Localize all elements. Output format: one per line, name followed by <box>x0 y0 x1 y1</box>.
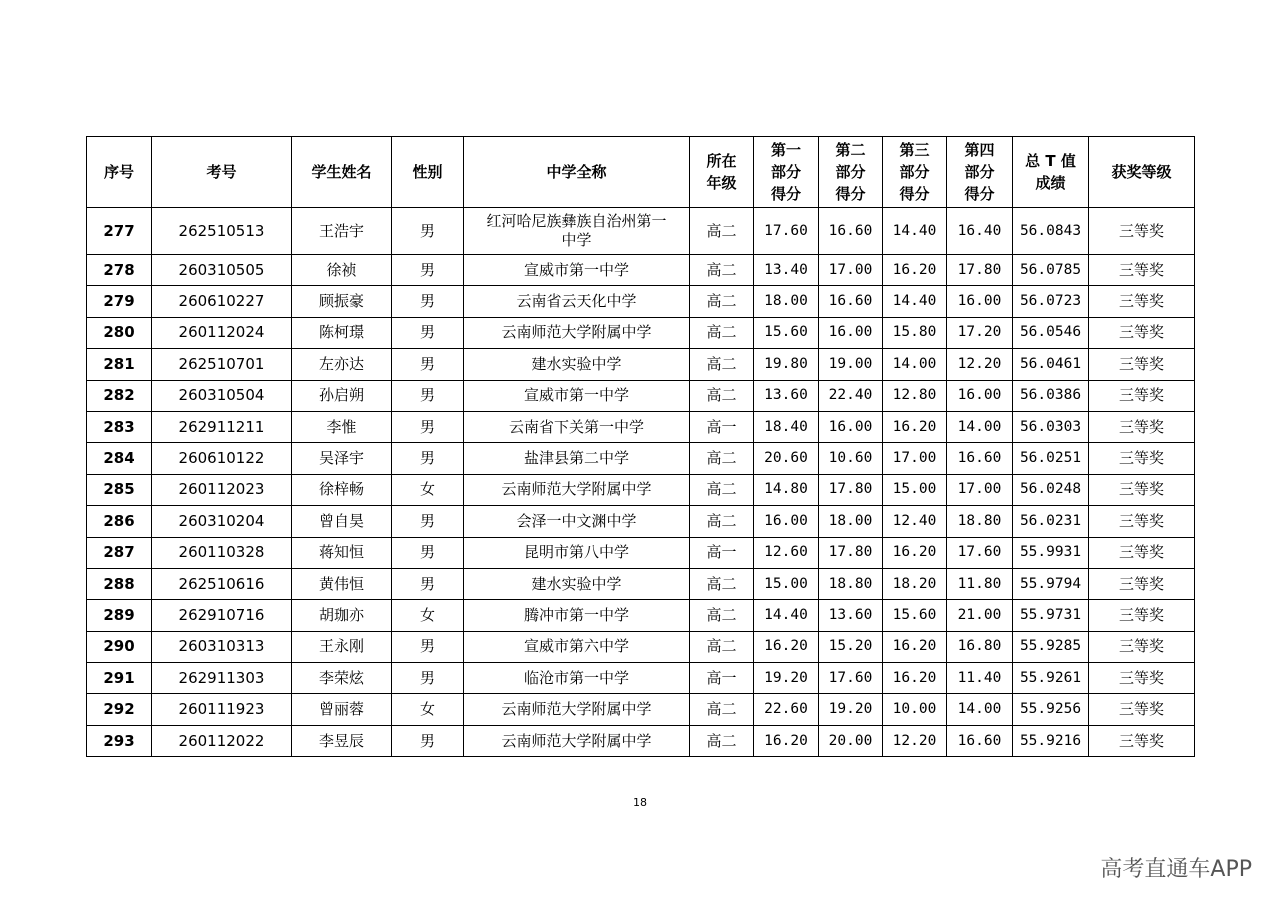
table-row <box>87 631 1195 662</box>
cell-gender: 男 <box>392 286 464 317</box>
cell-total-t: 56.0231 <box>1013 506 1089 537</box>
col-header-part2: 第二 部分 得分 <box>819 137 883 208</box>
cell-part4: 17.80 <box>947 255 1013 286</box>
cell-school: 昆明市第八中学 <box>464 537 690 568</box>
cell-award: 三等奖 <box>1089 349 1195 380</box>
cell-name: 李惟 <box>292 411 392 442</box>
cell-school: 腾冲市第一中学 <box>464 600 690 631</box>
cell-gender: 男 <box>392 349 464 380</box>
cell-name: 曾自昊 <box>292 506 392 537</box>
cell-part4: 16.60 <box>947 443 1013 474</box>
cell-award: 三等奖 <box>1089 600 1195 631</box>
cell-name: 徐梓畅 <box>292 474 392 505</box>
cell-total-t: 55.9261 <box>1013 663 1089 694</box>
table-row <box>87 663 1195 694</box>
cell-gender: 女 <box>392 474 464 505</box>
cell-part1: 12.60 <box>754 537 819 568</box>
table-row <box>87 506 1195 537</box>
col-header-part4: 第四 部分 得分 <box>947 137 1013 208</box>
cell-part2: 18.80 <box>819 568 883 599</box>
cell-grade: 高二 <box>690 694 754 725</box>
cell-part2: 17.00 <box>819 255 883 286</box>
cell-part4: 16.00 <box>947 380 1013 411</box>
col-header-school: 中学全称 <box>464 137 690 208</box>
cell-part1: 18.40 <box>754 411 819 442</box>
cell-part2: 16.60 <box>819 286 883 317</box>
cell-part1: 16.00 <box>754 506 819 537</box>
cell-grade: 高二 <box>690 506 754 537</box>
cell-exam-no: 260310204 <box>152 506 292 537</box>
cell-name: 孙启朔 <box>292 380 392 411</box>
table-row <box>87 255 1195 286</box>
cell-part1: 19.20 <box>754 663 819 694</box>
cell-seq: 285 <box>87 474 152 505</box>
cell-part4: 16.40 <box>947 208 1013 255</box>
cell-part2: 17.80 <box>819 537 883 568</box>
page-number: 18 <box>633 796 647 809</box>
cell-school: 宣威市第一中学 <box>464 255 690 286</box>
cell-part2: 16.00 <box>819 411 883 442</box>
cell-part4: 11.80 <box>947 568 1013 599</box>
table-row <box>87 380 1195 411</box>
col-header-exam-no: 考号 <box>152 137 292 208</box>
table-row <box>87 600 1195 631</box>
cell-award: 三等奖 <box>1089 286 1195 317</box>
cell-total-t: 56.0248 <box>1013 474 1089 505</box>
cell-grade: 高一 <box>690 411 754 442</box>
cell-school: 宣威市第一中学 <box>464 380 690 411</box>
cell-exam-no: 262510513 <box>152 208 292 255</box>
cell-exam-no: 262911303 <box>152 663 292 694</box>
cell-seq: 277 <box>87 208 152 255</box>
cell-part3: 12.20 <box>883 725 947 756</box>
cell-part4: 18.80 <box>947 506 1013 537</box>
cell-award: 三等奖 <box>1089 568 1195 599</box>
cell-part1: 15.60 <box>754 317 819 348</box>
cell-part3: 16.20 <box>883 537 947 568</box>
cell-school: 建水实验中学 <box>464 568 690 599</box>
cell-grade: 高二 <box>690 725 754 756</box>
cell-exam-no: 260610122 <box>152 443 292 474</box>
cell-total-t: 55.9256 <box>1013 694 1089 725</box>
cell-name: 王永刚 <box>292 631 392 662</box>
cell-grade: 高二 <box>690 349 754 380</box>
cell-part2: 22.40 <box>819 380 883 411</box>
cell-name: 徐祯 <box>292 255 392 286</box>
cell-total-t: 55.9216 <box>1013 725 1089 756</box>
table-row <box>87 443 1195 474</box>
table-row <box>87 317 1195 348</box>
cell-total-t: 56.0723 <box>1013 286 1089 317</box>
cell-part3: 10.00 <box>883 694 947 725</box>
cell-seq: 292 <box>87 694 152 725</box>
cell-school: 临沧市第一中学 <box>464 663 690 694</box>
cell-part1: 20.60 <box>754 443 819 474</box>
cell-award: 三等奖 <box>1089 631 1195 662</box>
cell-school: 云南师范大学附属中学 <box>464 725 690 756</box>
cell-grade: 高一 <box>690 537 754 568</box>
cell-seq: 287 <box>87 537 152 568</box>
table-row <box>87 286 1195 317</box>
cell-school: 云南师范大学附属中学 <box>464 474 690 505</box>
cell-part2: 19.20 <box>819 694 883 725</box>
cell-seq: 279 <box>87 286 152 317</box>
cell-grade: 高二 <box>690 474 754 505</box>
cell-part3: 18.20 <box>883 568 947 599</box>
cell-name: 李荣炫 <box>292 663 392 694</box>
table-header-row <box>87 137 1195 208</box>
cell-total-t: 55.9794 <box>1013 568 1089 599</box>
table-row <box>87 411 1195 442</box>
cell-part4: 17.20 <box>947 317 1013 348</box>
cell-seq: 293 <box>87 725 152 756</box>
cell-gender: 男 <box>392 725 464 756</box>
cell-part2: 19.00 <box>819 349 883 380</box>
cell-school: 云南省下关第一中学 <box>464 411 690 442</box>
watermark: 高考直通车APP <box>1100 857 1252 882</box>
cell-part3: 16.20 <box>883 663 947 694</box>
cell-gender: 女 <box>392 600 464 631</box>
cell-name: 左亦达 <box>292 349 392 380</box>
cell-grade: 高一 <box>690 663 754 694</box>
cell-school: 宣威市第六中学 <box>464 631 690 662</box>
cell-part1: 14.40 <box>754 600 819 631</box>
cell-total-t: 56.0785 <box>1013 255 1089 286</box>
cell-seq: 286 <box>87 506 152 537</box>
cell-total-t: 56.0386 <box>1013 380 1089 411</box>
cell-gender: 男 <box>392 208 464 255</box>
cell-part4: 12.20 <box>947 349 1013 380</box>
cell-part4: 17.60 <box>947 537 1013 568</box>
cell-exam-no: 260310504 <box>152 380 292 411</box>
cell-part2: 18.00 <box>819 506 883 537</box>
cell-gender: 男 <box>392 411 464 442</box>
cell-part3: 12.40 <box>883 506 947 537</box>
cell-part1: 16.20 <box>754 631 819 662</box>
cell-total-t: 56.0843 <box>1013 208 1089 255</box>
cell-school: 红河哈尼族彝族自治州第一 中学 <box>464 208 690 255</box>
cell-award: 三等奖 <box>1089 317 1195 348</box>
cell-seq: 283 <box>87 411 152 442</box>
table-row <box>87 474 1195 505</box>
cell-school: 云南省云天化中学 <box>464 286 690 317</box>
cell-seq: 289 <box>87 600 152 631</box>
cell-part1: 19.80 <box>754 349 819 380</box>
cell-seq: 281 <box>87 349 152 380</box>
cell-grade: 高二 <box>690 255 754 286</box>
cell-part3: 14.40 <box>883 286 947 317</box>
cell-part3: 12.80 <box>883 380 947 411</box>
cell-gender: 男 <box>392 537 464 568</box>
cell-total-t: 55.9931 <box>1013 537 1089 568</box>
table-row <box>87 208 1195 255</box>
cell-part2: 20.00 <box>819 725 883 756</box>
cell-part1: 15.00 <box>754 568 819 599</box>
cell-part2: 17.80 <box>819 474 883 505</box>
cell-award: 三等奖 <box>1089 537 1195 568</box>
cell-part1: 13.60 <box>754 380 819 411</box>
cell-part3: 16.20 <box>883 631 947 662</box>
cell-gender: 男 <box>392 506 464 537</box>
cell-exam-no: 260310505 <box>152 255 292 286</box>
cell-part2: 16.00 <box>819 317 883 348</box>
cell-exam-no: 262510701 <box>152 349 292 380</box>
cell-seq: 282 <box>87 380 152 411</box>
cell-part1: 22.60 <box>754 694 819 725</box>
cell-grade: 高二 <box>690 286 754 317</box>
cell-part1: 17.60 <box>754 208 819 255</box>
cell-gender: 男 <box>392 317 464 348</box>
cell-exam-no: 262910716 <box>152 600 292 631</box>
cell-part2: 13.60 <box>819 600 883 631</box>
cell-name: 黄伟恒 <box>292 568 392 599</box>
cell-gender: 男 <box>392 443 464 474</box>
cell-part4: 17.00 <box>947 474 1013 505</box>
table-row <box>87 568 1195 599</box>
cell-part3: 15.80 <box>883 317 947 348</box>
cell-part1: 16.20 <box>754 725 819 756</box>
cell-exam-no: 260112024 <box>152 317 292 348</box>
cell-gender: 男 <box>392 568 464 599</box>
table-row <box>87 694 1195 725</box>
cell-name: 顾振豪 <box>292 286 392 317</box>
cell-part3: 15.60 <box>883 600 947 631</box>
cell-part1: 13.40 <box>754 255 819 286</box>
cell-part2: 15.20 <box>819 631 883 662</box>
cell-name: 陈柯璟 <box>292 317 392 348</box>
col-header-seq: 序号 <box>87 137 152 208</box>
cell-school: 云南师范大学附属中学 <box>464 317 690 348</box>
cell-part1: 18.00 <box>754 286 819 317</box>
cell-exam-no: 260112022 <box>152 725 292 756</box>
cell-gender: 男 <box>392 255 464 286</box>
cell-seq: 284 <box>87 443 152 474</box>
cell-gender: 男 <box>392 631 464 662</box>
cell-seq: 291 <box>87 663 152 694</box>
cell-grade: 高二 <box>690 317 754 348</box>
cell-part4: 16.60 <box>947 725 1013 756</box>
cell-gender: 女 <box>392 694 464 725</box>
table-row <box>87 725 1195 756</box>
cell-part1: 14.80 <box>754 474 819 505</box>
cell-name: 曾丽蓉 <box>292 694 392 725</box>
cell-exam-no: 260610227 <box>152 286 292 317</box>
col-header-grade: 所在 年级 <box>690 137 754 208</box>
cell-award: 三等奖 <box>1089 208 1195 255</box>
cell-part4: 21.00 <box>947 600 1013 631</box>
cell-award: 三等奖 <box>1089 694 1195 725</box>
table-row <box>87 537 1195 568</box>
cell-seq: 288 <box>87 568 152 599</box>
cell-award: 三等奖 <box>1089 443 1195 474</box>
cell-part3: 17.00 <box>883 443 947 474</box>
cell-total-t: 56.0546 <box>1013 317 1089 348</box>
cell-gender: 男 <box>392 663 464 694</box>
cell-exam-no: 260110328 <box>152 537 292 568</box>
table-row <box>87 349 1195 380</box>
cell-seq: 278 <box>87 255 152 286</box>
cell-award: 三等奖 <box>1089 506 1195 537</box>
cell-school: 云南师范大学附属中学 <box>464 694 690 725</box>
cell-school: 建水实验中学 <box>464 349 690 380</box>
cell-part3: 16.20 <box>883 255 947 286</box>
cell-part2: 16.60 <box>819 208 883 255</box>
col-header-gender: 性别 <box>392 137 464 208</box>
cell-name: 蒋知恒 <box>292 537 392 568</box>
cell-total-t: 55.9285 <box>1013 631 1089 662</box>
cell-name: 李昱辰 <box>292 725 392 756</box>
cell-part3: 15.00 <box>883 474 947 505</box>
cell-school: 会泽一中文渊中学 <box>464 506 690 537</box>
cell-grade: 高二 <box>690 208 754 255</box>
cell-grade: 高二 <box>690 380 754 411</box>
cell-part3: 16.20 <box>883 411 947 442</box>
cell-name: 胡珈亦 <box>292 600 392 631</box>
cell-seq: 280 <box>87 317 152 348</box>
cell-total-t: 56.0251 <box>1013 443 1089 474</box>
col-header-part3: 第三 部分 得分 <box>883 137 947 208</box>
cell-exam-no: 260111923 <box>152 694 292 725</box>
cell-name: 王浩宇 <box>292 208 392 255</box>
cell-award: 三等奖 <box>1089 411 1195 442</box>
col-header-part1: 第一 部分 得分 <box>754 137 819 208</box>
cell-part3: 14.40 <box>883 208 947 255</box>
cell-grade: 高二 <box>690 631 754 662</box>
col-header-award: 获奖等级 <box>1089 137 1195 208</box>
cell-part3: 14.00 <box>883 349 947 380</box>
cell-exam-no: 260310313 <box>152 631 292 662</box>
col-header-name: 学生姓名 <box>292 137 392 208</box>
cell-part4: 14.00 <box>947 694 1013 725</box>
cell-award: 三等奖 <box>1089 255 1195 286</box>
cell-exam-no: 260112023 <box>152 474 292 505</box>
cell-exam-no: 262911211 <box>152 411 292 442</box>
cell-award: 三等奖 <box>1089 663 1195 694</box>
cell-name: 吴泽宇 <box>292 443 392 474</box>
cell-gender: 男 <box>392 380 464 411</box>
cell-part4: 16.00 <box>947 286 1013 317</box>
cell-exam-no: 262510616 <box>152 568 292 599</box>
results-table <box>86 136 1195 757</box>
cell-award: 三等奖 <box>1089 725 1195 756</box>
cell-total-t: 56.0461 <box>1013 349 1089 380</box>
cell-part4: 14.00 <box>947 411 1013 442</box>
cell-part2: 10.60 <box>819 443 883 474</box>
cell-part4: 16.80 <box>947 631 1013 662</box>
cell-total-t: 55.9731 <box>1013 600 1089 631</box>
cell-part4: 11.40 <box>947 663 1013 694</box>
cell-grade: 高二 <box>690 443 754 474</box>
table-body <box>87 208 1195 757</box>
cell-grade: 高二 <box>690 600 754 631</box>
cell-total-t: 56.0303 <box>1013 411 1089 442</box>
cell-school: 盐津县第二中学 <box>464 443 690 474</box>
cell-award: 三等奖 <box>1089 380 1195 411</box>
cell-seq: 290 <box>87 631 152 662</box>
cell-grade: 高二 <box>690 568 754 599</box>
cell-award: 三等奖 <box>1089 474 1195 505</box>
cell-part2: 17.60 <box>819 663 883 694</box>
col-header-total-t: 总 T 值 成绩 <box>1013 137 1089 208</box>
